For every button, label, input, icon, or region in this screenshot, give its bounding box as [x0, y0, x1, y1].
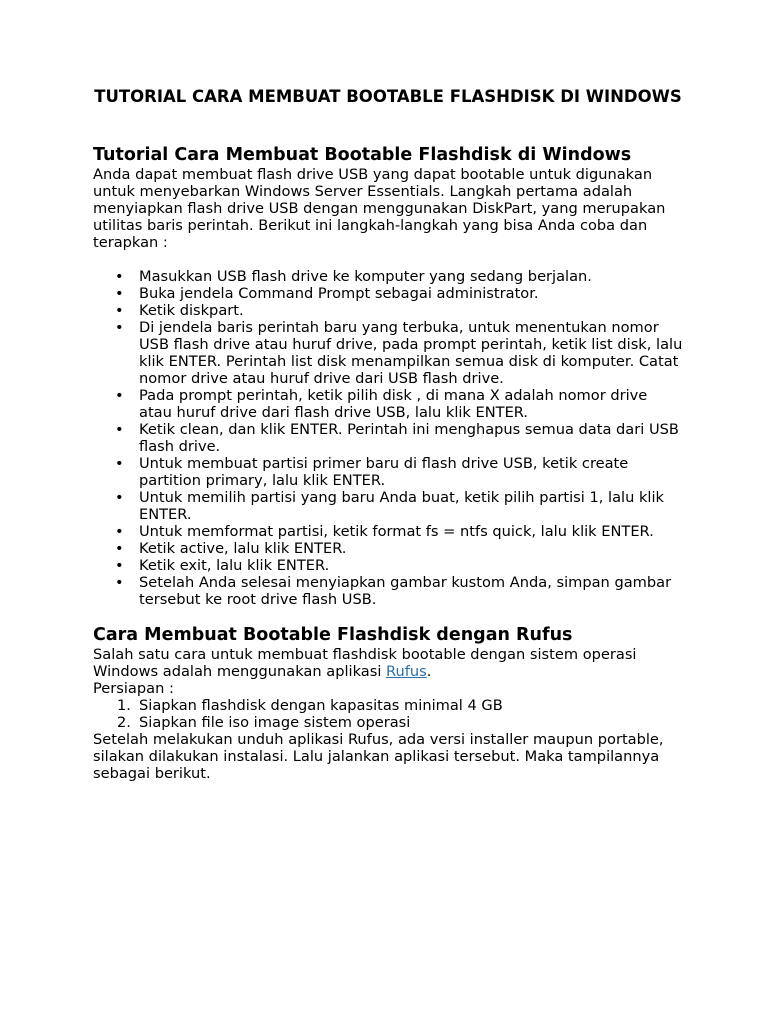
rufus-link[interactable]: Rufus — [386, 663, 427, 680]
list-item-text: Siapkan flashdisk dengan kapasitas minimal 4 GB — [139, 697, 503, 714]
list-item: • Ketik active, lalu klik ENTER. — [139, 540, 683, 557]
list-item: • Untuk memilih partisi yang baru Anda buat, ketik pilih partisi 1, lalu klik ENTER. — [139, 489, 683, 523]
list-item: • Pada prompt perintah, ketik pilih disk , di mana X adalah nomor drive atau huruf drive dari flash drive USB, lalu klik ENTER. — [139, 387, 683, 421]
list-item: • Untuk membuat partisi primer baru di flash drive USB, ketik create partition primary, lalu klik ENTER. — [139, 455, 683, 489]
section-heading-rufus: Cara Membuat Bootable Flashdisk dengan Rufus — [93, 625, 573, 645]
preparation-list — [93, 697, 683, 731]
diskpart-steps-list — [93, 268, 683, 608]
section-intro-paragraph: Anda dapat membuat flash drive USB yang dapat bootable untuk digunakan untuk menyebarkan Windows Server Essentials. Langkah pertama adalah menyiapkan flash drive USB dengan menggunakan DiskPart, yang merupakan utilitas baris perintah. Berikut ini langkah-langkah yang bisa Anda coba dan terapkan : — [93, 166, 666, 251]
closing-paragraph: Setelah melakukan unduh aplikasi Rufus, ada versi installer maupun portable, silakan dilakukan instalasi. Lalu jalankan aplikasi tersebut. Maka tampilannya sebagai berikut. — [93, 731, 664, 782]
rufus-intro-end: . — [426, 663, 432, 680]
preparation-label: Persiapan : — [93, 680, 174, 697]
document-page — [93, 87, 683, 782]
section-heading-tutorial: Tutorial Cara Membuat Bootable Flashdisk di Windows — [93, 145, 632, 165]
document-title: TUTORIAL CARA MEMBUAT BOOTABLE FLASHDISK DI WINDOWS — [94, 87, 682, 106]
list-item-number: 1. — [117, 697, 131, 714]
list-item-number: 2. — [117, 714, 131, 731]
list-item: • Di jendela baris perintah baru yang terbuka, untuk menentukan nomor USB flash drive atau huruf drive, pada prompt perintah, ketik list disk, lalu klik ENTER. Perintah list disk menampilkan semua disk di komputer. Catat nomor drive atau huruf drive dari USB flash drive. — [139, 319, 683, 387]
list-item — [117, 697, 683, 714]
list-item: • Ketik diskpart. — [139, 302, 683, 319]
rufus-intro-paragraph — [93, 646, 683, 680]
list-item: • Setelah Anda selesai menyiapkan gambar kustom Anda, simpan gambar tersebut ke root drive flash USB. — [139, 574, 683, 608]
list-item: • Buka jendela Command Prompt sebagai administrator. — [139, 285, 683, 302]
list-item-text: Siapkan file iso image sistem operasi — [139, 714, 411, 731]
list-item — [117, 714, 683, 731]
list-item: • Ketik exit, lalu klik ENTER. — [139, 557, 683, 574]
list-item: • Ketik clean, dan klik ENTER. Perintah ini menghapus semua data dari USB flash drive. — [139, 421, 683, 455]
rufus-intro-text: Salah satu cara untuk membuat flashdisk bootable dengan sistem operasi Windows adalah menggunakan aplikasi — [93, 646, 637, 680]
list-item: • Masukkan USB flash drive ke komputer yang sedang berjalan. — [139, 268, 683, 285]
list-item: • Untuk memformat partisi, ketik format fs = ntfs quick, lalu klik ENTER. — [139, 523, 683, 540]
